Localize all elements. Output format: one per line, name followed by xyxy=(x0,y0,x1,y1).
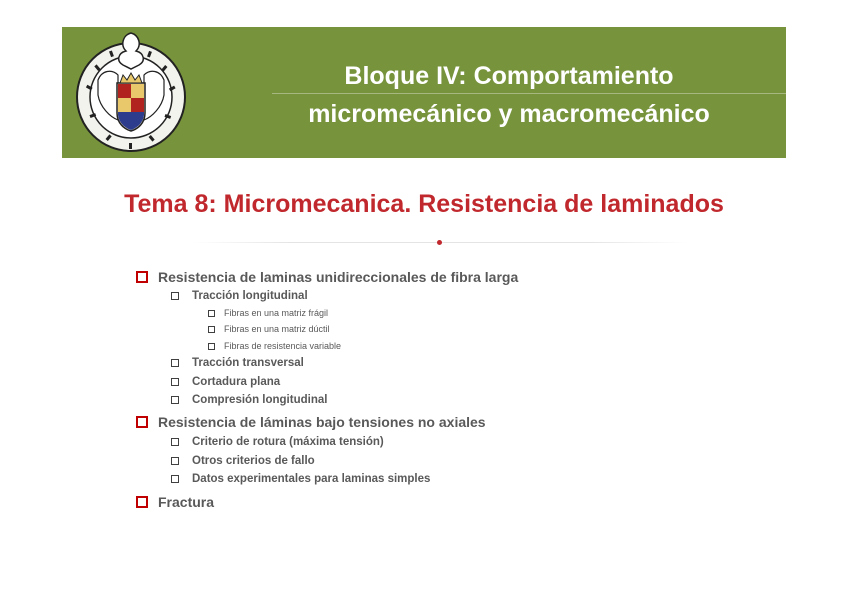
outline-item-text: Cortadura plana xyxy=(192,376,281,388)
header-title-line1: Bloque IV: Comportamiento xyxy=(344,62,674,90)
checkbox-bullet-icon xyxy=(136,271,148,283)
checkbox-bullet-icon xyxy=(208,343,215,350)
outline-item-text: Tracción transversal xyxy=(192,357,304,369)
outline-item-text: Tracción longitudinal xyxy=(192,290,308,302)
checkbox-bullet-icon xyxy=(171,457,179,465)
outline-item xyxy=(171,473,430,485)
header-title-line2: micromecánico y macromecánico xyxy=(308,100,710,128)
checkbox-bullet-icon xyxy=(171,359,179,367)
checkbox-bullet-icon xyxy=(136,416,148,428)
checkbox-bullet-icon xyxy=(136,496,148,508)
outline-item xyxy=(171,357,304,369)
checkbox-bullet-icon xyxy=(171,438,179,446)
outline-item-text: Resistencia de laminas unidireccionales de fibra larga xyxy=(158,269,519,285)
outline-item-text: Fibras en una matriz frágil xyxy=(224,308,329,318)
checkbox-bullet-icon xyxy=(171,292,179,300)
outline-item-text: Fractura xyxy=(158,494,215,510)
outline-item xyxy=(208,324,330,334)
outline-item xyxy=(208,308,328,318)
checkbox-bullet-icon xyxy=(208,326,215,333)
outline-item-text: Resistencia de láminas bajo tensiones no axiales xyxy=(158,414,486,430)
outline-item-text: Compresión longitudinal xyxy=(192,394,328,406)
outline-item xyxy=(171,394,327,406)
checkbox-bullet-icon xyxy=(171,475,179,483)
outline-item xyxy=(171,436,384,448)
outline-item xyxy=(208,341,341,351)
checkbox-bullet-icon xyxy=(208,310,215,317)
outline-item-text: Fibras de resistencia variable xyxy=(224,341,342,351)
outline-item xyxy=(171,290,308,302)
outline-item-text: Fibras en una matriz dúctil xyxy=(224,324,330,334)
checkbox-bullet-icon xyxy=(171,396,179,404)
outline-item xyxy=(171,455,315,467)
outline-item-text: Criterio de rotura (máxima tensión) xyxy=(192,436,384,448)
outline-item xyxy=(136,269,518,285)
checkbox-bullet-icon xyxy=(171,378,179,386)
outline-item xyxy=(136,414,486,430)
slide-subtitle: Tema 8: Micromecanica. Resistencia de laminados xyxy=(124,190,724,218)
outline-item xyxy=(171,376,280,388)
outline-item-text: Otros criterios de fallo xyxy=(192,455,315,467)
outline-item-text: Datos experimentales para laminas simples xyxy=(192,473,431,485)
outline-item xyxy=(136,494,214,510)
